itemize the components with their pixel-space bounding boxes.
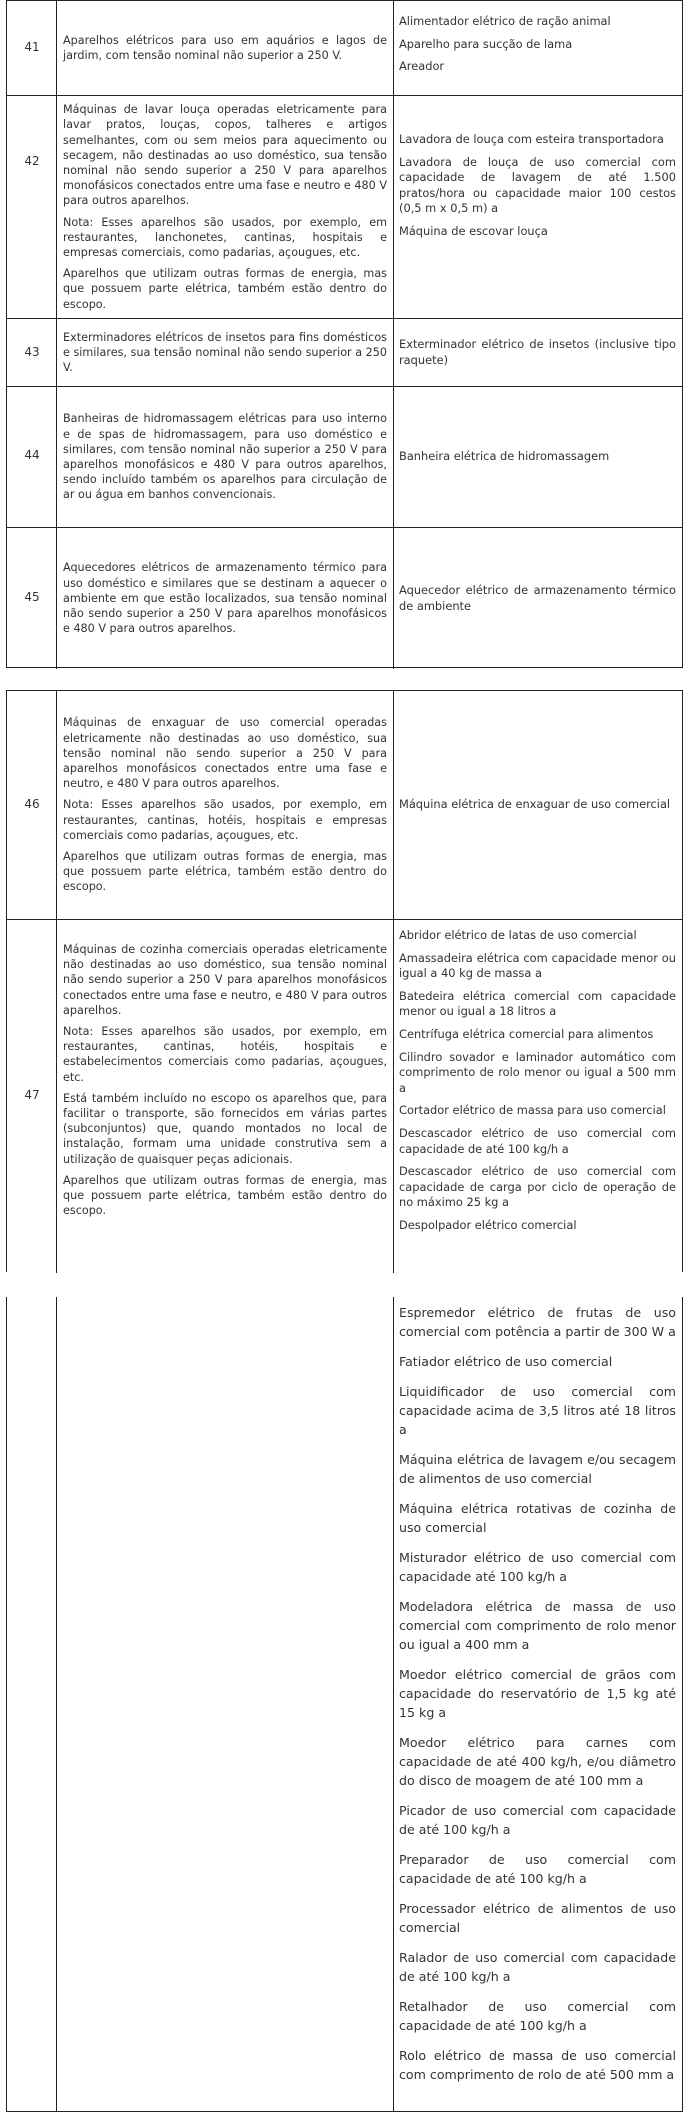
- row-number: 43: [24, 345, 40, 359]
- row-description: Máquinas de lavar louça operadas eletricamente para lavar pratos, louças, copos, talheres e artigos semelhantes, com ou sem meios para aquecimento ou secagem, não destinadas ao uso doméstico, sua tensão nominal não sendo superior a 250 V para aparelhos monofásicos conectados entre uma fase e neutro e 480 V para outros aparelhos. Nota: Esses aparelhos são usados, por exemplo, em restaurantes, lanchonetes, cantinas, hospitais e empresas comerciais, como padarias, açougues, etc. Aparelhos que utilizam outras formas de energia, mas que possuem parte elétrica, também estão dentro do escopo.: [63, 103, 387, 311]
- row-number: 46: [24, 797, 40, 811]
- list-item: Despolpador elétrico comercial: [399, 1217, 577, 1232]
- row-description: Aquecedores elétricos de armazenamento térmico para uso doméstico e similares que se destinam a aquecer o ambiente em que estão localizados, sua tensão nominal não sendo superior a 250 V para aparelhos monofásicos e 480 V para outros aparelhos.: [63, 561, 387, 636]
- list-item: Amassadeira elétrica com capacidade menor ou igual a 40 kg de massa a: [399, 950, 676, 981]
- list-item: Máquina elétrica rotativas de cozinha de uso comercial: [399, 1501, 676, 1535]
- table-row: [7, 1, 682, 95]
- table-section-2: [6, 690, 683, 1272]
- row-number: 44: [24, 448, 40, 462]
- table-row: [7, 318, 682, 386]
- table-row: [7, 691, 682, 919]
- list-item: Centrífuga elétrica comercial para alimentos: [399, 1026, 654, 1041]
- table-row: [7, 919, 682, 1273]
- list-item: Abridor elétrico de latas de uso comercial: [399, 928, 637, 942]
- list-item: Batedeira elétrica comercial com capacidade menor ou igual a 18 litros a: [399, 988, 676, 1019]
- product-list-continuation: [394, 1297, 682, 2084]
- row-description: Máquinas de enxaguar de uso comercial operadas eletricamente não destinadas ao uso doméstico, sua tensão nominal não sendo superior a 250 V para aparelhos monofásicos conectados entre uma fase e neutro, e 480 V para outros aparelhos. Nota: Esses aparelhos são usados, por exemplo, em restaurantes, cantinas, hotéis, hospitais e empresas comerciais como padarias, açougues, etc. Aparelhos que utilizam outras formas de energia, mas que possuem parte elétrica, também estão dentro do escopo.: [63, 716, 387, 894]
- product-list: [394, 583, 682, 614]
- list-item: Aquecedor elétrico de armazenamento térmico de ambiente: [399, 582, 676, 613]
- table-row: [7, 527, 682, 669]
- list-item: Máquina de escovar louça: [399, 223, 548, 238]
- list-item: Lavadora de louça de uso comercial com capacidade de lavagem de até 1.500 pratos/hora ou capacidade maior 100 cestos (0,5 m x 0,5 m) a: [399, 154, 676, 216]
- list-item: Máquina elétrica de enxaguar de uso comercial: [399, 797, 671, 812]
- list-item: Máquina elétrica de lavagem e/ou secagem de alimentos de uso comercial: [399, 1452, 676, 1486]
- list-item: Descascador elétrico de uso comercial com capacidade de carga por ciclo de operação de no máximo 25 kg a: [399, 1164, 676, 1210]
- list-item: Liquidificador de uso comercial com capacidade acima de 3,5 litros até 18 litros a: [399, 1384, 676, 1437]
- list-item: Aparelho para sucção de lama: [399, 36, 573, 51]
- row-number: 47: [24, 1088, 40, 1102]
- list-item: Modeladora elétrica de massa de uso comercial com comprimento de rolo menor ou igual a 400 mm a: [399, 1599, 676, 1652]
- list-item: Exterminador elétrico de insetos (inclusive tipo raquete): [399, 336, 676, 367]
- product-list: [394, 449, 682, 465]
- row-number: 42: [24, 154, 40, 168]
- row-description: Exterminadores elétricos de insetos para fins domésticos e similares, sua tensão nominal não sendo superior a 250 V.: [63, 330, 387, 375]
- list-item: Ralador de uso comercial com capacidade de até 100 kg/h a: [399, 1950, 676, 1984]
- list-item: Lavadora de louça com esteira transportadora: [399, 132, 664, 146]
- product-list: [394, 96, 682, 240]
- table-section-1: [6, 0, 683, 668]
- product-list: [394, 797, 682, 813]
- list-item: Moedor elétrico para carnes com capacidade de até 400 kg/h, e/ou diâmetro do disco de moagem de até 100 mm a: [399, 1735, 676, 1788]
- list-item: Espremedor elétrico de frutas de uso comercial com potência a partir de 300 W a: [399, 1305, 676, 1339]
- list-item: Preparador de uso comercial com capacidade de até 100 kg/h a: [399, 1852, 676, 1886]
- table-section-3: [6, 1297, 683, 2112]
- table-row: [7, 1297, 682, 2112]
- list-item: Picador de uso comercial com capacidade de até 100 kg/h a: [399, 1803, 676, 1837]
- row-description: Banheiras de hidromassagem elétricas para uso interno e de spas de hidromassagem, para uso doméstico e similares, com tensão nominal não superior a 250 V para aparelhos monofásicos e 480 V para outros aparelhos, sendo incluído também os aparelhos para circulação de ar ou água em banhos convencionais.: [63, 412, 387, 502]
- list-item: Areador: [399, 59, 445, 74]
- list-item: Fatiador elétrico de uso comercial: [399, 1354, 613, 1369]
- list-item: Alimentador elétrico de ração animal: [399, 14, 611, 29]
- table-row: [7, 95, 682, 318]
- list-item: Misturador elétrico de uso comercial com capacidade até 100 kg/h a: [399, 1550, 676, 1584]
- list-item: Retalhador de uso comercial com capacidade de até 100 kg/h a: [399, 1999, 676, 2033]
- list-item: Cilindro sovador e laminador automático com comprimento de rolo menor ou igual a 500 mm a: [399, 1049, 676, 1095]
- row-description: Aparelhos elétricos para uso em aquários e lagos de jardim, com tensão nominal não superior a 250 V.: [63, 33, 387, 62]
- list-item: Rolo elétrico de massa de uso comercial com comprimento de rolo de até 500 mm a: [399, 2048, 676, 2082]
- row-number: 41: [24, 40, 40, 54]
- list-item: Moedor elétrico comercial de grãos com capacidade do reservatório de 1,5 kg até 15 kg a: [399, 1667, 676, 1720]
- row-description: Máquinas de cozinha comerciais operadas eletricamente não destinadas ao uso doméstico, sua tensão nominal não sendo superior a 250 V para aparelhos monofásicos conectados entre uma fase e neutro, e 480 V para outros aparelhos. Nota: Esses aparelhos são usados, por exemplo, em restaurantes, cantinas, hotéis, hospitais e estabelecimentos comerciais como padarias, açougues, etc. Está também incluído no escopo os aparelhos que, para facilitar o transporte, são fornecidos em várias partes (subconjuntos) que, quando montados no local de instalação, formam uma unidade construtiva sem a utilização de quaisquer peças adicionais. Aparelhos que utilizam outras formas de energia, mas que possuem parte elétrica, também estão dentro do escopo.: [63, 943, 387, 1218]
- product-list: [394, 337, 682, 368]
- list-item: Banheira elétrica de hidromassagem: [399, 449, 610, 464]
- product-list: [394, 14, 682, 82]
- list-item: Descascador elétrico de uso comercial com capacidade de até 100 kg/h a: [399, 1125, 676, 1156]
- product-list: [394, 920, 682, 1234]
- table-row: [7, 386, 682, 527]
- list-item: Cortador elétrico de massa para uso comercial: [399, 1103, 666, 1118]
- list-item: Processador elétrico de alimentos de uso comercial: [399, 1901, 676, 1935]
- row-number: 45: [24, 590, 40, 604]
